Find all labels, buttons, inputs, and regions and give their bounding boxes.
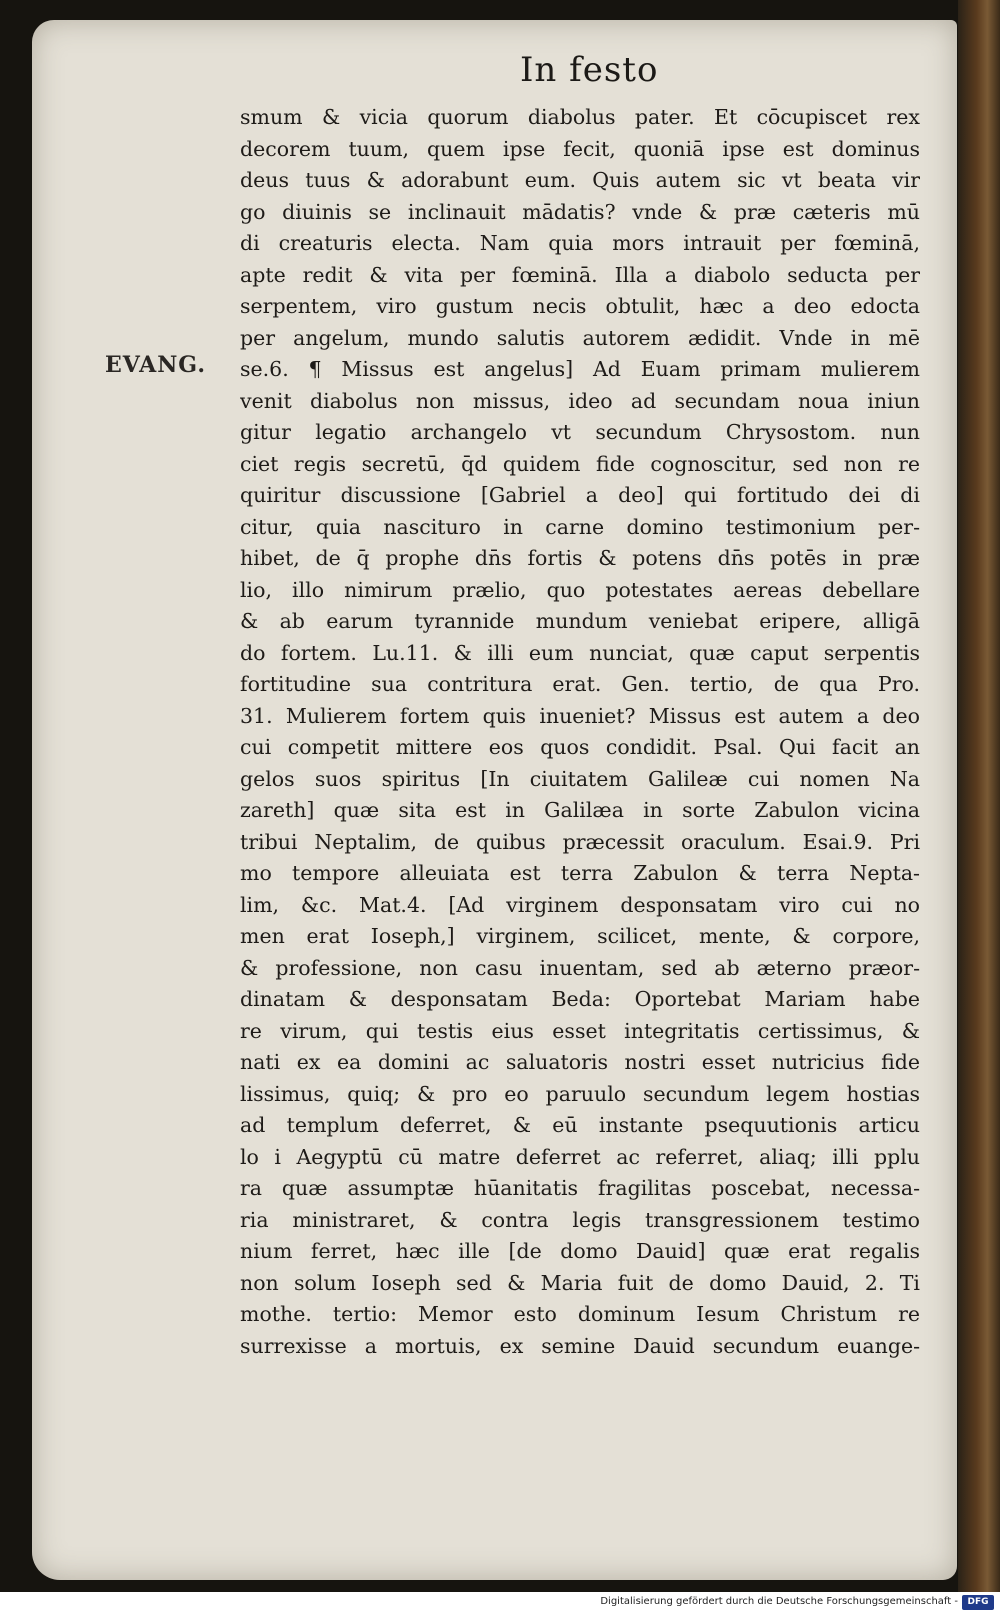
text-line: non solum Ioseph sed & Maria fuit de domo Dauid, 2. Ti (240, 1270, 920, 1295)
text-line: ad templum deferret, & eū instante psequutionis articu (240, 1113, 920, 1137)
book-spine-edge (958, 0, 1000, 1592)
text-line: gelos suos spiritus [In ciuitatem Galileæ cui nomen Na (240, 766, 920, 791)
text-line: go diuinis se inclinauit mādatis? vnde & præ cæteris mū (240, 199, 920, 224)
text-line: nium ferret, hæc ille [de domo Dauid] quæ erat regalis (240, 1239, 920, 1263)
text-line: nati ex ea domini ac saluatoris nostri esset nutricius fide (240, 1050, 920, 1074)
text-line: gitur legatio archangelo vt secundum Chrysostom. nun (240, 420, 920, 444)
text-line: surrexisse a mortuis, ex semine Dauid secundum euange- (240, 1333, 920, 1358)
running-head: In festo (520, 50, 659, 90)
text-line: dinatam & desponsatam Beda: Oportebat Mariam habe (240, 987, 920, 1011)
text-line: decorem tuum, quem ipse fecit, quoniā ipse est dominus (240, 136, 920, 161)
main-text-block (240, 102, 920, 1362)
text-line: do fortem. Lu.11. & illi eum nunciat, quæ caput serpentis (240, 640, 920, 665)
text-line: lio, illo nimirum prælio, quo potestates aereas debellare (240, 577, 920, 602)
text-line: se.6. ¶ Missus est angelus] Ad Euam primam mulierem (240, 357, 920, 381)
text-line: citur, quia nasciturо in carne domino testimonium per- (240, 514, 920, 539)
text-line: per angelum, mundo salutis autorem ædidit. Vnde in mē (240, 325, 920, 350)
text-line: smum & vicia quorum diabolus pater. Et cōcupiscet rex (240, 105, 920, 129)
text-line: & professione, non casu inuentam, sed ab æterno præor- (240, 955, 920, 980)
text-line: tribui Neptalim, de quibus præcessit oraculum. Esai.9. Pri (240, 829, 920, 854)
marginal-note: EVANG. (105, 352, 206, 378)
text-line: hibet, de q̄ prophe dn̄s fortis & potens dn̄s potēs in præ (240, 546, 920, 570)
text-line: 31. Mulierem fortem quis inueniet? Missus est autem a deo (240, 703, 920, 728)
text-line: venit diabolus non missus, ideo ad secundam noua iniun (240, 388, 920, 413)
text-line: mothe. tertio: Memor esto dominum Iesum Christum re (240, 1302, 920, 1326)
text-line: lim, &c. Mat.4. [Ad virginem desponsatam viro cui no (240, 892, 920, 917)
text-line: serpentem, viro gustum necis obtulit, hæc a deo edocta (240, 294, 920, 318)
text-line: fortitudine sua contritura erat. Gen. tertio, de qua Pro. (240, 672, 920, 696)
text-line: cui competit mittere eos quos condidit. Psal. Qui facit an (240, 735, 920, 759)
text-line: & ab earum tyrannide mundum veniebat eripere, alligā (240, 609, 920, 633)
text-line: deus tuus & adorabunt eum. Quis autem sic vt beata vir (240, 168, 920, 192)
footer-credit: Digitalisierung gefördert durch die Deutsche Forschungsgemeinschaft - (600, 1596, 958, 1607)
text-line: ra quæ assumptæ hūanitatis fragilitas poscebat, necessa- (240, 1176, 920, 1200)
text-line: re virum, qui testis eius esset integritatis certissimus, & (240, 1018, 920, 1043)
text-line: mo tempore alleuiata est terra Zabulon & terra Nepta- (240, 861, 920, 885)
footer-bar (0, 1592, 1000, 1615)
text-line: lo i Aegyptū cū matre deferret ac referret, aliaq; illi pplu (240, 1144, 920, 1169)
text-line: men erat Ioseph,] virginem, scilicet, mente, & corpore, (240, 924, 920, 948)
text-line: lissimus, quiq; & pro eo paruulo secundum legem hostias (240, 1081, 920, 1106)
dfg-logo: DFG (962, 1595, 994, 1610)
text-line: zareth] quæ sita est in Galilæa in sorte Zabulon vicina (240, 798, 920, 822)
text-line: ria ministraret, & contra legis transgressionem testimo (240, 1207, 920, 1232)
text-line: quiritur discussione [Gabriel a deo] qui fortitudo dei di (240, 483, 920, 507)
text-line: di creaturis electa. Nam quia mors intrauit per fœminā, (240, 231, 920, 255)
text-line: apte redit & vita per fœminā. Illa a diabolo seducta per (240, 262, 920, 287)
text-line: ciet regis secretū, q̄d quidem fide cognoscitur, sed non re (240, 451, 920, 476)
